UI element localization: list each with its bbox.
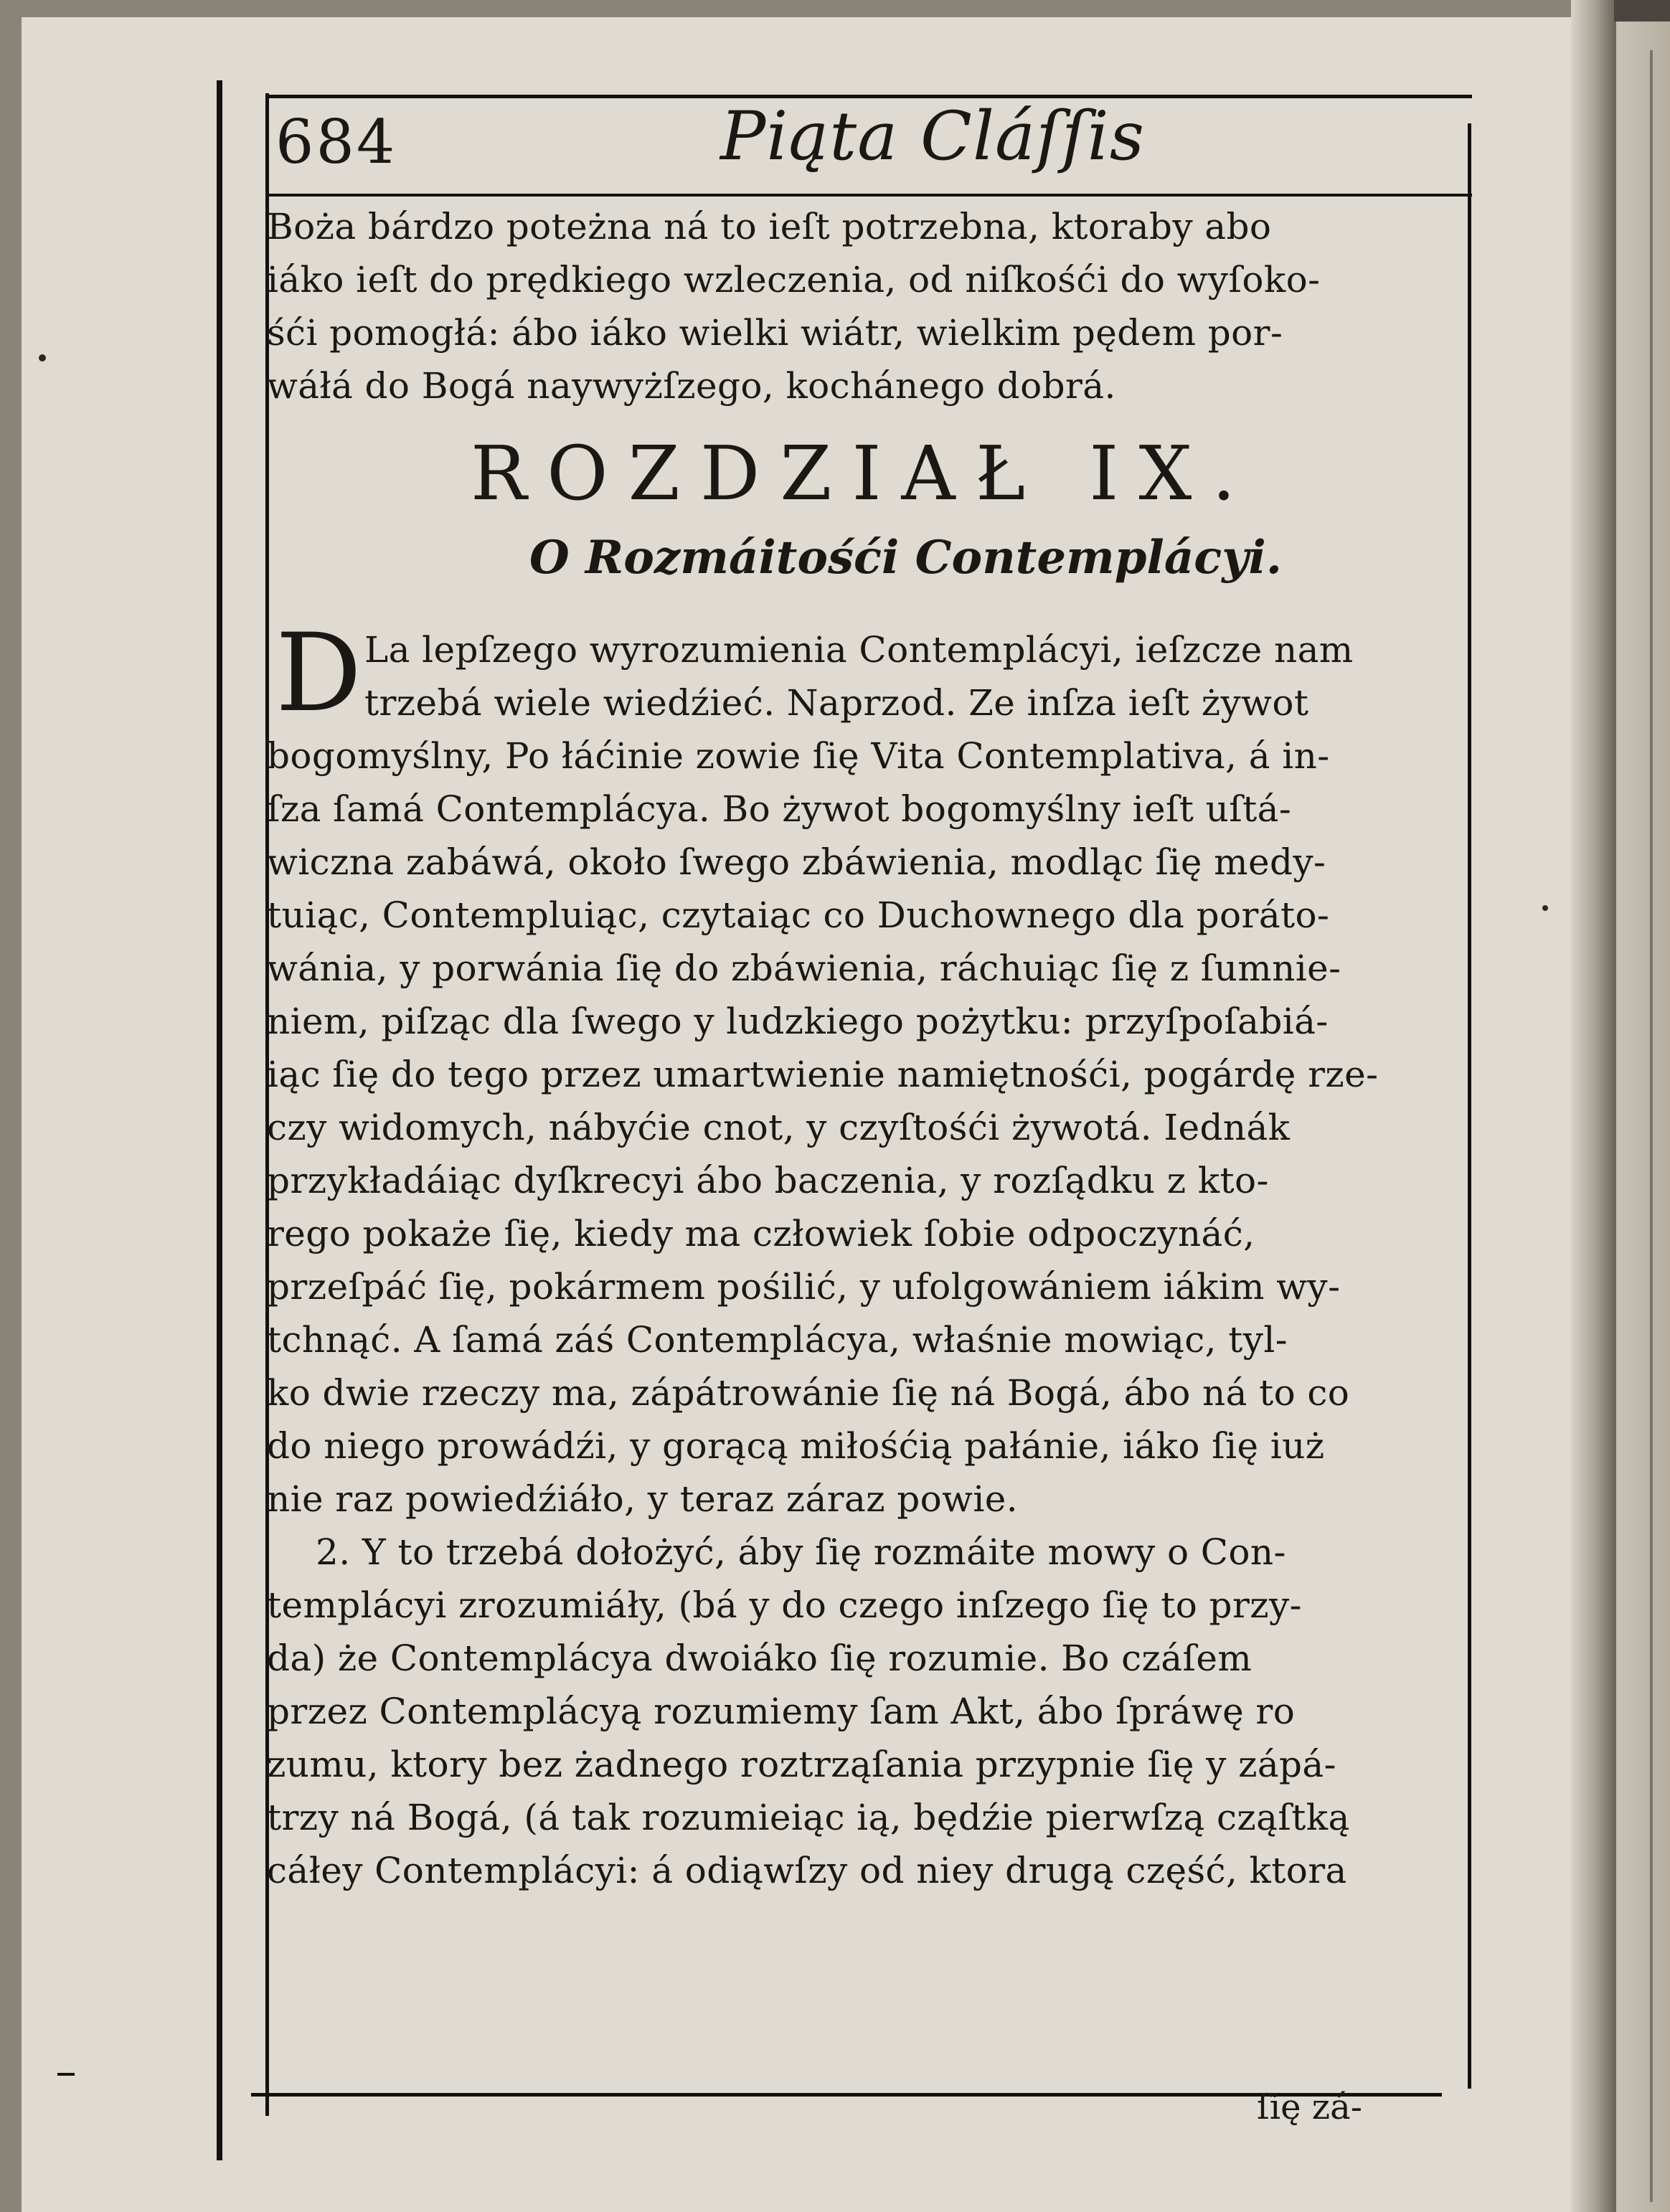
text-line: ko dwie rzeczy ma, zápátrowánie ſię ná Bogá, ábo ná to co: [267, 1372, 1350, 1414]
text-line: rego pokaże ſię, kiedy ma człowiek ſobie odpoczynáć,: [267, 1213, 1255, 1254]
text-line: La lepſzego wyrozumienia Contemplácyi, ieſzcze nam: [364, 629, 1354, 671]
book-gutter: [1571, 0, 1614, 2212]
text-line: templácyi zrozumiáły, (bá y do czego inſzego ſię to przy-: [267, 1584, 1302, 1626]
text-line: nie raz powiedźiáło, y teraz záraz powie.: [267, 1478, 1019, 1520]
text-line: wánia, y porwánia ſię do zbáwienia, ráchuiąc ſię z ſumnie-: [267, 947, 1341, 989]
running-title: Piąta Cláſſis: [720, 98, 1145, 176]
frame-header-rule: [267, 194, 1472, 197]
text-line: przez Contemplácyą rozumiemy ſam Akt, ábo ſpráwę ro: [267, 1691, 1296, 1732]
text-line: 2. Y to trzebá dołożyć, áby ſię rozmáite mowy o Con-: [316, 1531, 1286, 1573]
text-line: iąc ſię do tego przez umartwienie namiętnośći, pogárdę rze-: [267, 1054, 1379, 1095]
text-line: wiczna zabáwá, około ſwego zbáwienia, modląc ſię medy-: [267, 841, 1326, 883]
text-line: tchnąć. A ſamá záś Contemplácya, właśnie mowiąc, tyl-: [267, 1319, 1288, 1361]
drop-cap: D: [275, 611, 362, 736]
text-line: czy widomych, nábyćie cnot, y czyſtośći żywotá. Iednák: [267, 1107, 1291, 1148]
text-line: da) że Contemplácya dwoiáko ſię rozumie. Bo czáſem: [267, 1637, 1252, 1679]
text-line: przeſpáć ſię, pokármem pośilić, y ufolgowániem iákim wy-: [267, 1266, 1341, 1308]
facing-page-fold: [1650, 50, 1653, 2202]
text-line: trzy ná Bogá, (á tak rozumieiąc ią, będźie pierwſzą cząſtką: [267, 1797, 1350, 1838]
chapter-subtitle: O Rozmáitośći Contemplácyi.: [529, 531, 1283, 585]
margin-tick: [57, 2073, 75, 2076]
text-line: przykładáiąc dyſkrecyi ábo baczenia, y rozſądku z kto-: [267, 1160, 1269, 1201]
frame-outer-left-rule: [217, 80, 222, 2160]
frame-right-rule: [1468, 123, 1471, 2089]
page-number: 684: [275, 107, 397, 177]
margin-dot: [39, 354, 46, 361]
text-line: wáłá do Bogá naywyżſzego, kochánego dobrá.: [267, 365, 1116, 407]
catchword: ſię zá-: [1257, 2087, 1362, 2127]
text-line: tuiąc, Contempluiąc, czytaiąc co Duchownego dla poráto-: [267, 894, 1330, 936]
text-line: iáko ieſt do prędkiego wzleczenia, od niſkośći do wyſoko-: [267, 259, 1321, 301]
text-line: śći pomogłá: ábo iáko wielki wiátr, wielkim pędem por-: [267, 312, 1283, 354]
text-line: bogomyślny, Po łáćinie zowie ſię Vita Contemplativa, á in-: [267, 735, 1330, 777]
text-line: do niego prowádźi, y gorącą miłośćią pałánie, iáko ſię iuż: [267, 1425, 1325, 1467]
facing-page-edge: [1614, 22, 1670, 2212]
text-line: zumu, ktory bez żadnego roztrząſania przypnie ſię y zápá-: [267, 1744, 1336, 1785]
chapter-title: ROZDZIAŁ IX.: [471, 430, 1256, 517]
margin-dot: [1542, 905, 1548, 911]
text-line: cáłey Contemplácyi: á odiąwſzy od niey drugą część, ktora: [267, 1850, 1347, 1891]
text-line: niem, piſząc dla ſwego y ludzkiego pożytku: przyſpoſabiá-: [267, 1001, 1329, 1042]
text-line: ſza ſamá Contemplácya. Bo żywot bogomyślny ieſt uſtá-: [267, 788, 1292, 830]
text-line: trzebá wiele wiedźieć. Naprzod. Ze inſza ieſt żywot: [364, 682, 1309, 724]
text-line: Boża bárdzo poteżna ná to ieſt potrzebna, ktoraby abo: [267, 206, 1272, 247]
